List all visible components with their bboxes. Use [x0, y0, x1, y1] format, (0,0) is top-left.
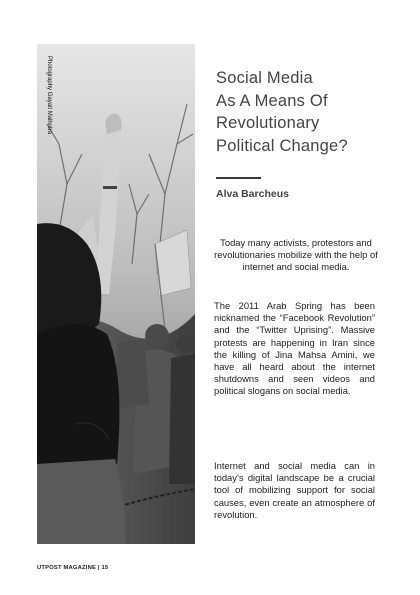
photo-credit: [40, 56, 50, 206]
article-title-line: Revolutionary: [216, 114, 320, 132]
protest-photo: [37, 44, 195, 544]
photo-credit-text: Photography Gayati Malhotra: [46, 56, 52, 135]
title-divider: [216, 177, 261, 179]
author-name: Alva Barcheus: [216, 188, 289, 200]
intro-paragraph: Today many activists, protestors and revolutionaries mobilize with the help of internet and social media.: [214, 237, 378, 273]
protest-photo-image: [37, 44, 195, 544]
body-paragraph: The 2011 Arab Spring has been nicknamed the “Facebook Revolution” and the “Twitter Uprising”. Massive protests are happening in Iran since the killing of Jina Mahsa Amini, we have all heard about the internet shutdowns and seen videos and political slogans on social media.: [214, 300, 375, 397]
body-paragraph: Internet and social media can in today’s digital landscape be a crucial tool of mobilizing support for social causes, even create an atmosphere of revolution.: [214, 460, 375, 520]
article-title: [216, 67, 396, 157]
page-footer: UTPOST MAGAZINE | 15: [37, 565, 109, 571]
article-title-line: Political Change?: [216, 136, 348, 155]
article-title-line: Social Media: [216, 69, 313, 87]
article-title-line: As A Means Of: [216, 91, 328, 110]
